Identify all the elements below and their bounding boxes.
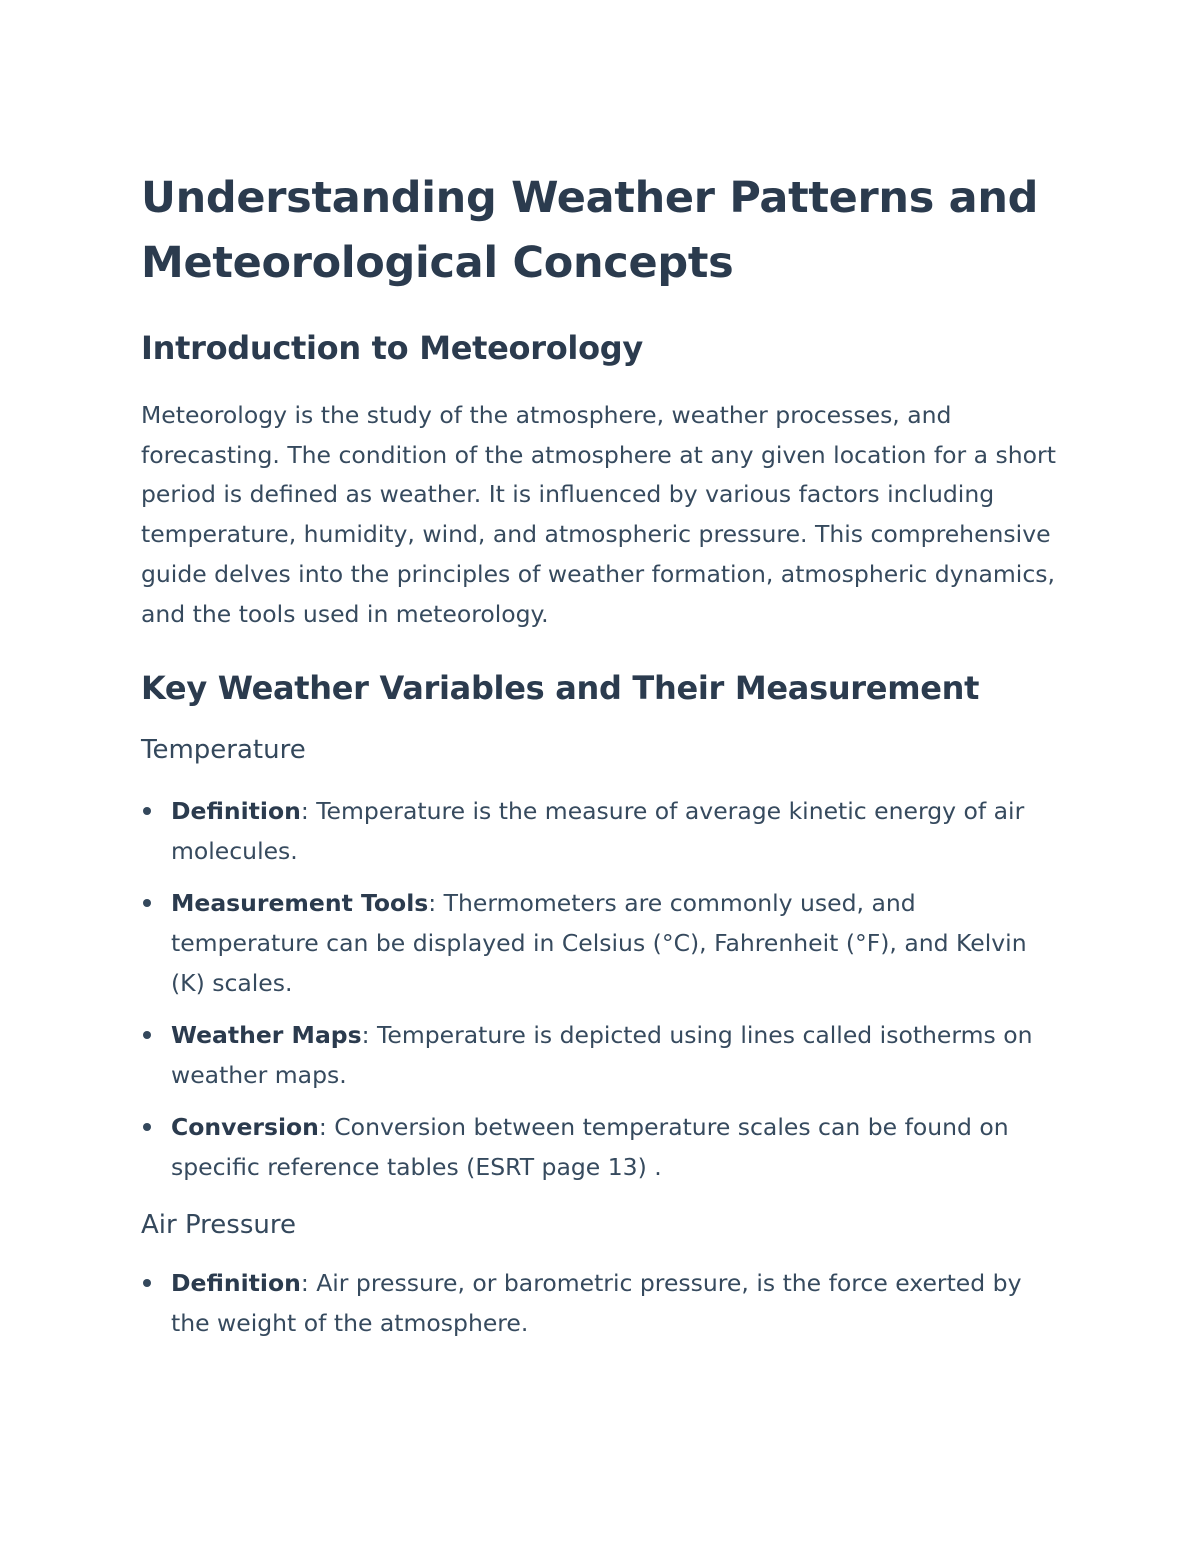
bullet-icon xyxy=(143,899,151,907)
list-item-text: : Temperature is depicted using lines called isotherms on weather maps. xyxy=(171,1021,1033,1090)
list-item-term: Definition xyxy=(171,1269,301,1298)
list-item-text: : Air pressure, or barometric pressure, is the force exerted by the weight of the atmosphere. xyxy=(171,1269,1022,1338)
section-heading-key-variables: Key Weather Variables and Their Measurement xyxy=(141,669,980,708)
subsection-heading-temperature: Temperature xyxy=(141,735,306,766)
temperature-list xyxy=(141,791,1060,1187)
list-item xyxy=(141,1107,1060,1187)
list-item xyxy=(141,1015,1060,1095)
subsection-heading-air-pressure: Air Pressure xyxy=(141,1210,296,1241)
list-item-text: : Thermometers are commonly used, and temperature can be displayed in Celsius (°C), Fahrenheit (°F), and Kelvin (K) scales. xyxy=(171,889,1027,998)
section-heading-introduction: Introduction to Meteorology xyxy=(141,329,643,367)
bullet-icon xyxy=(143,1031,151,1039)
bullet-icon xyxy=(143,807,151,815)
bullet-icon xyxy=(143,1123,151,1131)
introduction-paragraph: Meteorology is the study of the atmosphere, weather processes, and forecasting. The condition of the atmosphere at any given location for a short period is defined as weather. It is influenced by various factors including temperature, humidity, wind, and atmospheric pressure. This comprehensive guide delves into the principles of weather formation, atmospheric dynamics, and the tools used in meteorology. xyxy=(141,401,1056,628)
list-item-term: Measurement Tools xyxy=(171,889,429,918)
list-item-term: Weather Maps xyxy=(171,1021,362,1050)
list-item-text: : Conversion between temperature scales can be found on specific reference tables (ESRT page 13) . xyxy=(171,1113,1009,1182)
list-item-term: Conversion xyxy=(171,1113,319,1142)
list-item xyxy=(141,1263,1060,1343)
list-item xyxy=(141,791,1060,871)
list-item-text: : Temperature is the measure of average kinetic energy of air molecules. xyxy=(171,797,1025,866)
list-item xyxy=(141,883,1060,1003)
document-title: Understanding Weather Patterns and Meteorological Concepts xyxy=(141,173,1039,288)
bullet-icon xyxy=(143,1279,151,1287)
list-item-term: Definition xyxy=(171,797,301,826)
air-pressure-list xyxy=(141,1263,1060,1343)
